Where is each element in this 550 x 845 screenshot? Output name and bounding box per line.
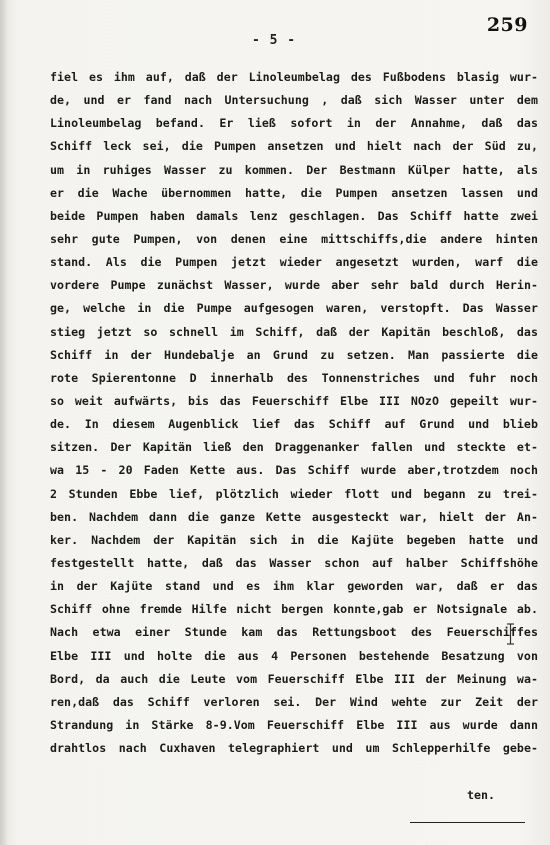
text-line: Elbe III und holte die aus 4 Personen bestehende Besatzung von: [50, 648, 538, 663]
continuation-word: ten.: [467, 788, 495, 802]
text-cursor-icon: [506, 623, 515, 645]
text-line: drahtlos nach Cuxhaven telegraphiert und um Schlepperhilfe gebe-: [50, 741, 538, 756]
page-number: 259: [486, 14, 528, 36]
text-line: Nach etwa einer Stunde kam das Rettungsboot des Feuerschiffes: [50, 625, 538, 640]
underline-rule: [410, 822, 525, 823]
text-line: beide Pumpen haben damals lenz geschlagen. Das Schiff hatte zwei: [50, 208, 538, 223]
text-line: Bord, da auch die Leute vom Feuerschiff Elbe III der Meinung wa-: [50, 671, 538, 686]
text-line: ker. Nachdem der Kapitän sich in die Kajüte begeben hatte und: [50, 532, 538, 547]
text-line: so weit aufwärts, bis das Feuerschiff Elbe III NOzO gepeilt wur-: [50, 393, 538, 408]
text-line: 2 Stunden Ebbe lief, plötzlich wieder flott und begann zu trei-: [50, 486, 538, 501]
text-line: stand. Als die Pumpen jetzt wieder angesetzt wurden, warf die: [50, 255, 538, 270]
text-line: Schiff ohne fremde Hilfe nicht bergen konnte,gab er Notsignale ab.: [50, 602, 538, 617]
text-line: wa 15 - 20 Faden Kette aus. Das Schiff wurde aber,trotzdem noch: [50, 463, 538, 478]
text-line: um in ruhiges Wasser zu kommen. Der Bestmann Külper hatte, als: [50, 162, 538, 177]
text-line: ben. Nachdem dann die ganze Kette ausgesteckt war, hielt der An-: [50, 509, 538, 524]
page-marker: - 5 -: [252, 33, 297, 48]
text-line: de, und er fand nach Untersuchung , daß sich Wasser unter dem: [50, 93, 538, 108]
text-line: ge, welche in die Pumpe aufgesogen waren, verstopft. Das Wasser: [50, 301, 538, 316]
text-line: ren,daß das Schiff verloren sei. Der Wind wehte zur Zeit der: [50, 694, 538, 709]
text-line: rote Spierentonne D innerhalb des Tonnenstriches und fuhr noch: [50, 370, 538, 385]
text-line: festgestellt hatte, daß das Wasser schon auf halber Schiffshöhe: [50, 555, 538, 570]
text-line: er die Wache übernommen hatte, die Pumpen ansetzen lassen und: [50, 185, 538, 200]
page-edge-shadow: [0, 0, 8, 845]
typewritten-body: [50, 66, 538, 760]
text-line: stieg jetzt so schnell im Schiff, daß der Kapitän beschloß, das: [50, 324, 538, 339]
text-line: vordere Pumpe zunächst Wasser, wurde aber sehr bald durch Herin-: [50, 278, 538, 293]
text-line: sehr gute Pumpen, von denen eine mittschiffs,die andere hinten: [50, 231, 538, 246]
text-line: fiel es ihm auf, daß der Linoleumbelag des Fußbodens blasig wur-: [50, 70, 538, 84]
text-line: Schiff leck sei, die Pumpen ansetzen und hielt nach der Süd zu,: [50, 139, 538, 154]
text-line: de. In diesem Augenblick lief das Schiff auf Grund und blieb: [50, 417, 538, 432]
text-line: sitzen. Der Kapitän ließ den Draggenanker fallen und steckte et-: [50, 440, 538, 455]
text-line: Strandung in Stärke 8-9.Vom Feuerschiff Elbe III aus wurde dann: [50, 717, 538, 732]
text-line: in der Kajüte stand und es ihm klar geworden war, daß er das: [50, 579, 538, 594]
text-line: Schiff in der Hundebalje an Grund zu setzen. Man passierte die: [50, 347, 538, 362]
text-line: Linoleumbelag befand. Er ließ sofort in der Annahme, daß das: [50, 116, 538, 131]
